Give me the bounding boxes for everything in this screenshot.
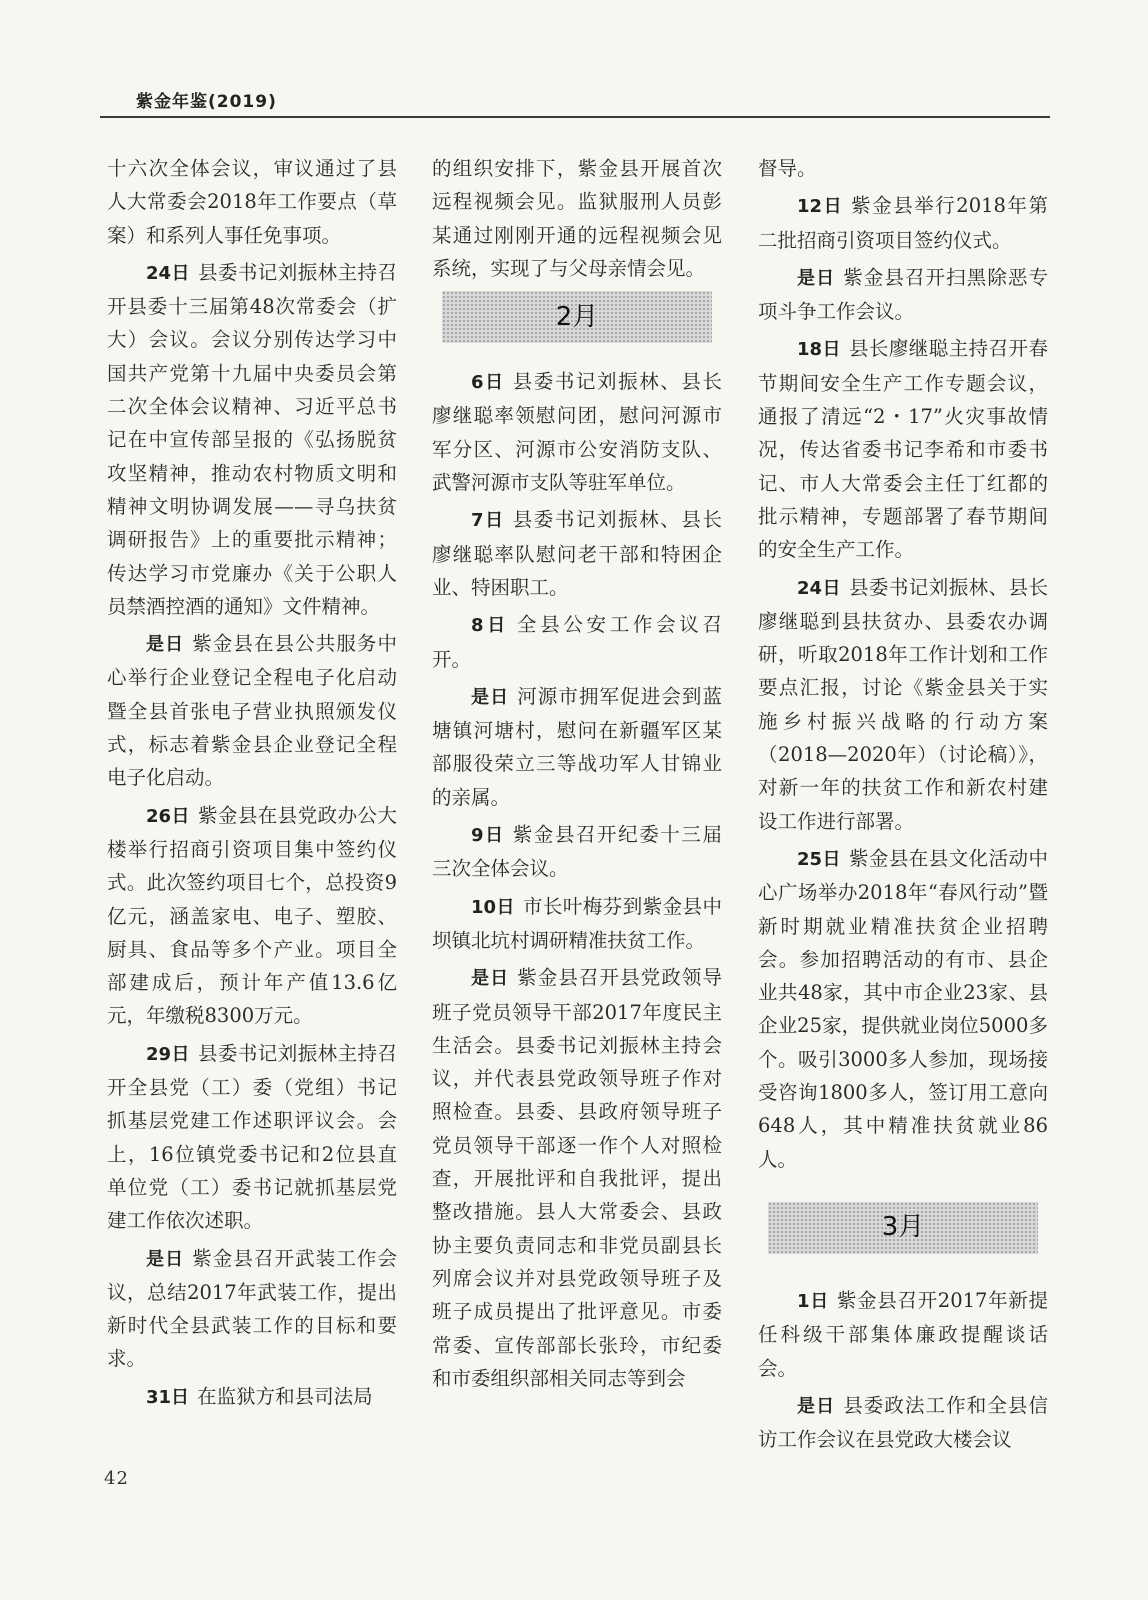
entry-text: 县委书记刘振林、县长廖继聪率队慰问老干部和特困企业、特困职工。 — [432, 508, 722, 599]
chronicle-entry — [107, 256, 397, 623]
entry-date: 12日 — [797, 196, 844, 218]
running-header-title: 紫金年鉴(2019) — [136, 92, 277, 112]
chronicle-entry — [107, 799, 397, 1033]
column-3-pre — [758, 152, 1048, 1176]
entry-date: 是日 — [797, 1395, 836, 1417]
chronicle-entry — [758, 571, 1048, 838]
chronicle-entry — [758, 1284, 1048, 1385]
month-heading-label: 3月 — [881, 1212, 925, 1243]
entry-text: 县委书记刘振林主持召开县委十三届第48次常委会（扩大）会议。会议分别传达学习中国共产党第十九届中央委员会第二次全体会议精神、习近平总书记在中宣传部呈报的《弘扬脱贫攻坚精神，推动农村物质文明和精神文明协调发展——寻乌扶贫调研报告》上的重要批示精神；传达学习市党廉办《关于公职人员禁酒控酒的通知》文件精神。 — [107, 260, 397, 618]
entry-date: 是日 — [797, 267, 836, 289]
entry-text: 紫金县举行2018年第二批招商引资项目签约仪式。 — [758, 194, 1048, 252]
entry-text: 紫金县召开扫黑除恶专项斗争工作会议。 — [758, 265, 1048, 324]
chronicle-entry — [432, 608, 722, 676]
entry-text: 全县公安工作会议召开。 — [432, 613, 722, 671]
chronicle-entry — [758, 189, 1048, 257]
chronicle-entry — [758, 842, 1048, 1176]
chronicle-entry — [432, 961, 722, 1395]
entry-text: 督导。 — [758, 157, 817, 180]
entry-date: 26日 — [146, 805, 190, 827]
entry-text: 紫金县在县公共服务中心举行企业登记全程电子化启动暨全县首张电子营业执照颁发仪式，标志着紫金县企业登记全程电子化启动。 — [107, 632, 397, 790]
entry-date: 10日 — [471, 896, 515, 918]
chronicle-entry — [432, 890, 722, 958]
chronicle-entry — [758, 332, 1048, 566]
column-2-pre — [432, 152, 722, 285]
chronicle-entry — [107, 627, 397, 794]
chronicle-entry — [758, 152, 1048, 185]
month-heading-label: 2月 — [555, 301, 599, 332]
entry-text: 紫金县在县文化活动中心广场举办2018年“春风行动”暨新时期就业精准扶贫企业招聘会。参加招聘活动的有市、县企业共48家，其中市企业23家、县企业25家，提供就业岗位5000多个。吸引3000多人参加，现场接受咨询1800多人，签订用工意向648人，其中精准扶贫就业86人。 — [758, 846, 1048, 1171]
entry-text: 县委书记刘振林主持召开全县党（工）委（党组）书记抓基层党建工作述职评议会。会上，16位镇党委书记和2位县直单位党（工）委书记就抓基层党建工作依次述职。 — [107, 1041, 397, 1233]
entry-text: 紫金县召开县党政领导班子党员领导干部2017年度民主生活会。县委书记刘振林主持会议，并代表县党政领导班子作对照检查。县委、县政府领导班子党员领导干部逐一作个人对照检查，开展批评和自我批评，提出整改措施。县人大常委会、县政协主要负责同志和非党员副县长列席会议并对县党政领导班子及班子成员提出了批评意见。市委常委、宣传部部长张玲，市纪委和市委组织部相关同志等到会 — [432, 966, 722, 1390]
chronicle-entry — [432, 152, 722, 285]
column-3 — [758, 152, 1048, 1460]
entry-text: 县委书记刘振林、县长廖继聪到县扶贫办、县委农办调研，听取2018年工作计划和工作要点汇报，讨论《紫金县关于实施乡村振兴战略的行动方案（2018—2020年）（讨论稿）》，对新一年的扶贫工作和新农村建设工作进行部署。 — [758, 575, 1048, 833]
chronicle-entry — [107, 1380, 397, 1414]
entry-text: 紫金县召开2017年新提任科级干部集体廉政提醒谈话会。 — [758, 1288, 1048, 1380]
entry-text: 县长廖继聪主持召开春节期间安全生产工作专题会议，通报了清远“2・17”火灾事故情况，传达省委书记李希和市委书记、市人大常委会主任丁红都的批示精神，专题部署了春节期间的安全生产工作。 — [758, 337, 1048, 562]
entry-date: 是日 — [471, 686, 510, 708]
entry-text: 河源市拥军促进会到蓝塘镇河塘村，慰问在新疆军区某部服役荣立三等战功军人甘锦业的亲属。 — [432, 684, 722, 809]
entry-text: 市长叶梅芬到紫金县中坝镇北坑村调研精准扶贫工作。 — [432, 894, 722, 952]
entry-date: 25日 — [797, 848, 841, 870]
entry-date: 1日 — [797, 1290, 829, 1312]
entry-date: 29日 — [146, 1043, 190, 1065]
running-header — [100, 84, 1050, 118]
entry-date: 6日 — [471, 372, 505, 394]
entry-date: 是日 — [471, 968, 510, 990]
chronicle-entry — [107, 152, 397, 252]
month-heading-february — [442, 291, 712, 343]
entry-text: 在监狱方和县司法局 — [197, 1384, 373, 1408]
column-1 — [107, 152, 397, 1418]
chronicle-entry — [432, 680, 722, 814]
chronicle-entry — [432, 818, 722, 886]
entry-text: 紫金县召开纪委十三届三次全体会议。 — [432, 823, 722, 881]
column-2-post — [432, 365, 722, 1395]
entry-text: 县委政法工作和全县信访工作会议在县党政大楼会议 — [758, 1393, 1048, 1452]
entry-date: 9日 — [471, 825, 505, 847]
entry-text: 紫金县召开武装工作会议，总结2017年武装工作，提出新时代全县武装工作的目标和要求。 — [107, 1246, 397, 1371]
page-number: 42 — [104, 1468, 129, 1489]
chronicle-entry — [432, 503, 722, 604]
entry-date: 24日 — [146, 262, 190, 284]
month-heading-march — [768, 1202, 1038, 1254]
entry-date: 是日 — [146, 634, 185, 656]
entry-text: 的组织安排下，紫金县开展首次远程视频会见。监狱服刑人员彭某通过刚刚开通的远程视频会见系统，实现了与父母亲情会见。 — [432, 157, 722, 280]
entry-date: 7日 — [471, 510, 505, 532]
chronicle-entry — [107, 1242, 397, 1376]
entry-text: 十六次全体会议，审议通过了县人大常委会2018年工作要点（草案）和系列人事任免事项。 — [107, 157, 397, 247]
entry-date: 是日 — [146, 1248, 185, 1270]
chronicle-entry — [758, 261, 1048, 329]
entry-date: 24日 — [797, 577, 841, 599]
entry-text: 紫金县在县党政办公大楼举行招商引资项目集中签约仪式。此次签约项目七个，总投资9亿元，涵盖家电、电子、塑胶、厨具、食品等多个产业。项目全部建成后，预计年产值13.6亿元，年缴税8300万元。 — [107, 803, 397, 1028]
entry-text: 县委书记刘振林、县长廖继聪率领慰问团，慰问河源市军分区、河源市公安消防支队、武警河源市支队等驻军单位。 — [432, 370, 722, 495]
column-2 — [432, 152, 722, 1399]
entry-date: 31日 — [146, 1386, 190, 1408]
chronicle-entry — [432, 365, 722, 499]
column-3-post — [758, 1284, 1048, 1456]
chronicle-entry — [758, 1389, 1048, 1457]
entry-date: 8日 — [471, 615, 509, 637]
entry-date: 18日 — [797, 339, 841, 361]
chronicle-entry — [107, 1037, 397, 1238]
